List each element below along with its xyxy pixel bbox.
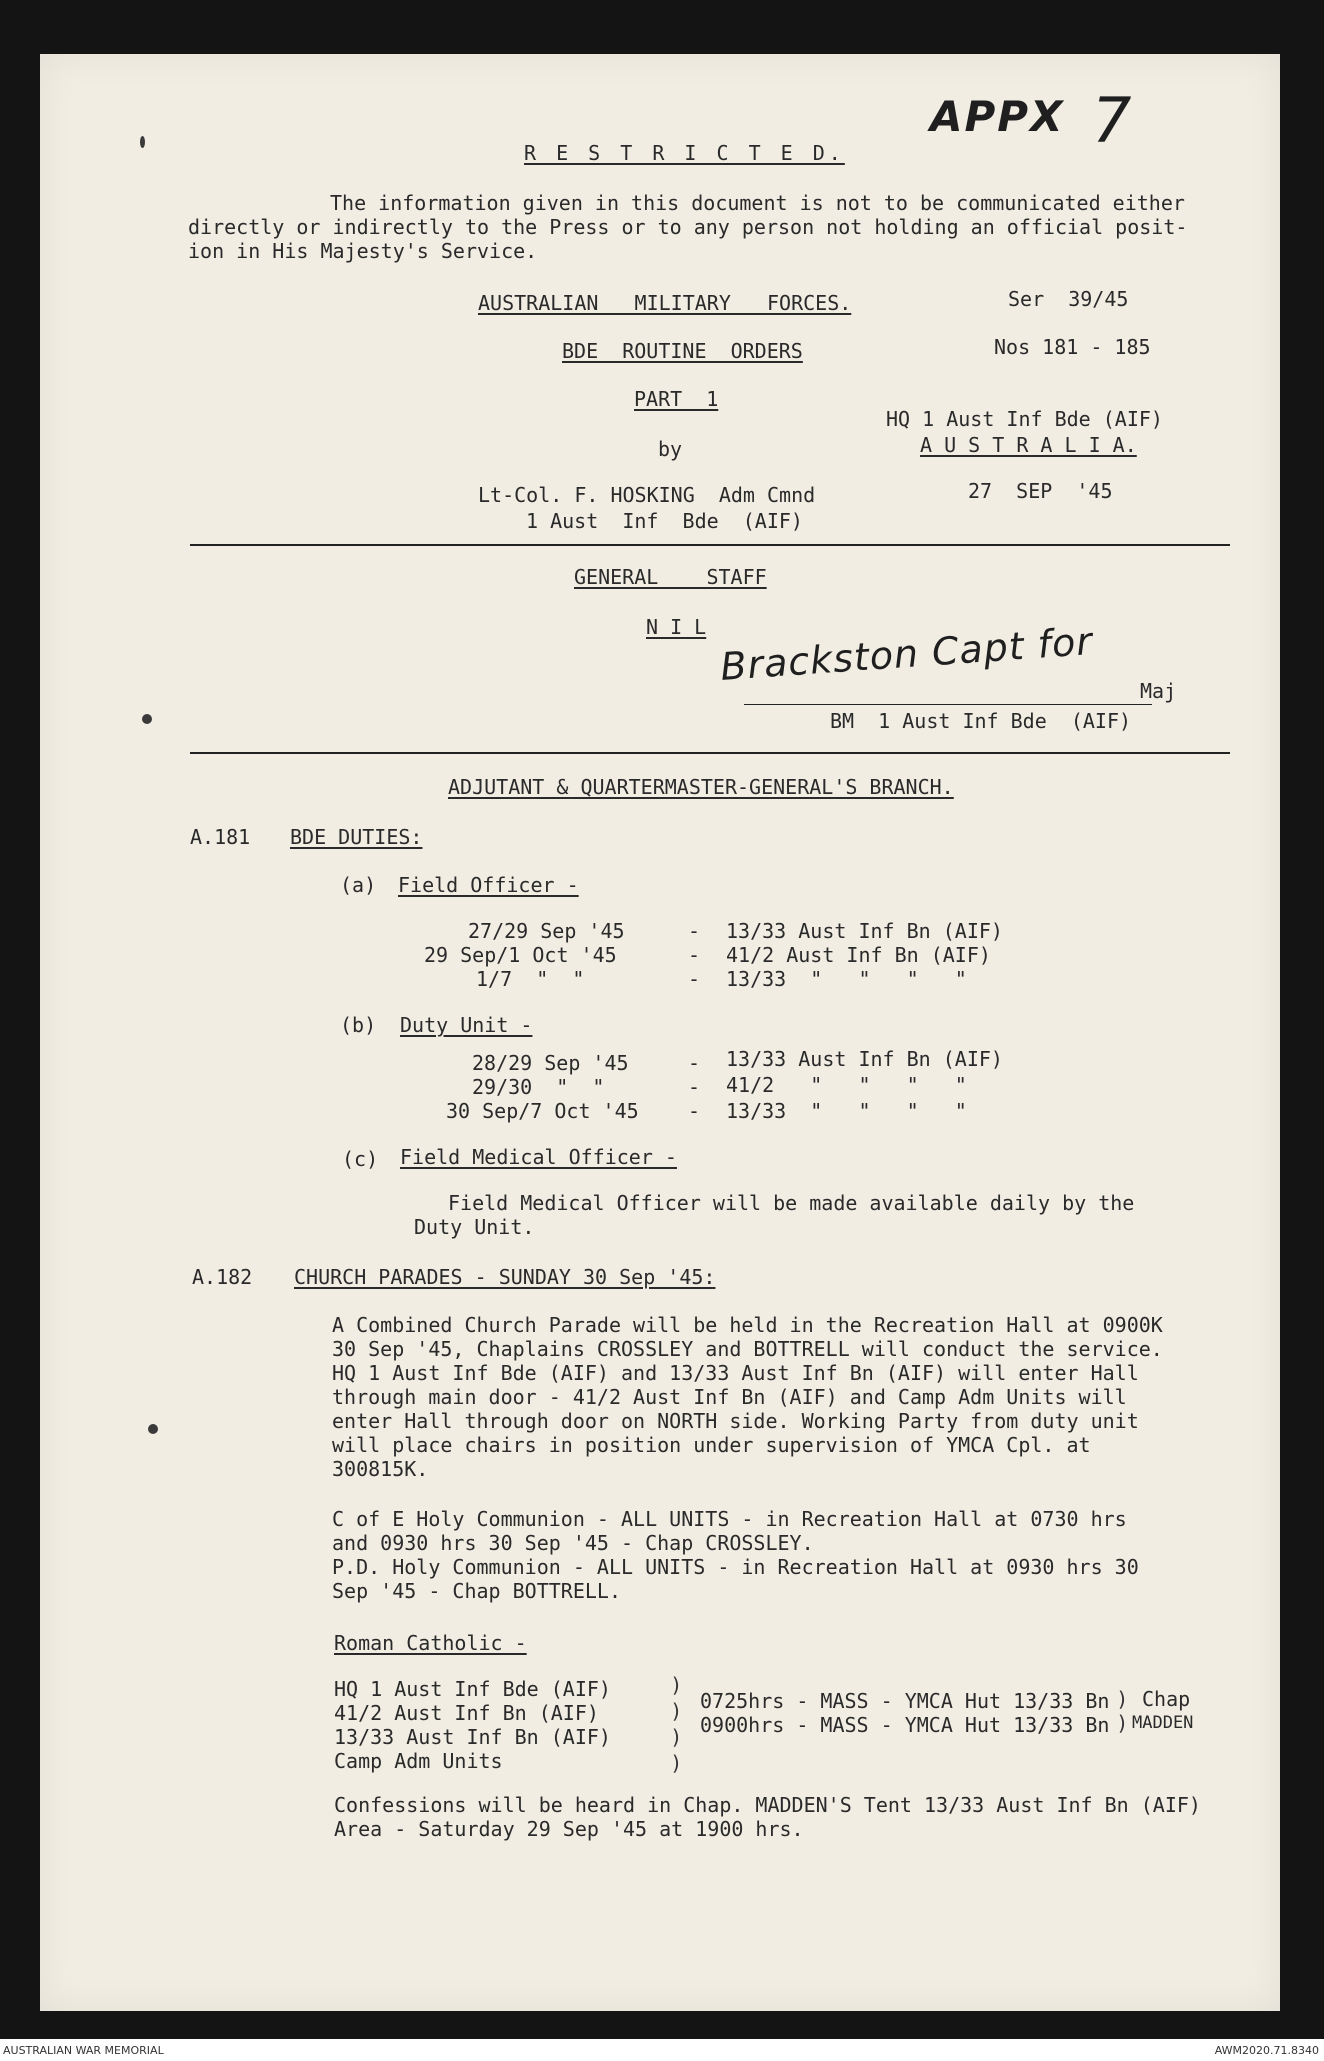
brace: ) (1118, 1687, 1126, 1711)
brace: ) (672, 1673, 680, 1697)
paragraph-line: and 0930 hrs 30 Sep '45 - Chap CROSSLEY. (332, 1531, 814, 1555)
signature-rank: Maj (1140, 679, 1177, 703)
roman-catholic-heading: Roman Catholic - (334, 1631, 527, 1655)
rc-mass-time: 0725hrs - MASS - YMCA Hut 13/33 Bn (700, 1689, 1110, 1713)
rc-mass-time: 0900hrs - MASS - YMCA Hut 13/33 Bn (700, 1713, 1110, 1737)
restricted-heading: R E S T R I C T E D. (524, 141, 845, 165)
duty-dash: - (688, 967, 701, 991)
document-page (40, 54, 1280, 2011)
order-number-a182: A.182 (192, 1265, 253, 1289)
duty-dash: - (688, 943, 701, 967)
duty-dash: - (688, 1099, 701, 1123)
rc-chaplain: MADDEN (1132, 1713, 1194, 1733)
paragraph-line: Sep '45 - Chap BOTTRELL. (332, 1579, 621, 1603)
duty-dash: - (688, 1075, 701, 1099)
part-heading: PART 1 (634, 387, 719, 411)
rc-unit: Camp Adm Units (334, 1749, 503, 1773)
paragraph-line: C of E Holy Communion - ALL UNITS - in Recreation Hall at 0730 hrs (332, 1507, 1127, 1531)
branch-heading: ADJUTANT & QUARTERMASTER-GENERAL'S BRANCH. (448, 775, 954, 799)
duty-unit-heading: Duty Unit - (400, 1013, 533, 1037)
duty-dash: - (688, 1051, 701, 1075)
item-label-c: (c) (342, 1147, 379, 1171)
duty-date: 29/30 " " (472, 1075, 605, 1099)
hq-address: HQ 1 Aust Inf Bde (AIF) (886, 407, 1163, 431)
rc-unit: 13/33 Aust Inf Bn (AIF) (334, 1725, 611, 1749)
forces-heading: AUSTRALIAN MILITARY FORCES. (478, 291, 852, 315)
confessions-line: Area - Saturday 29 Sep '45 at 1900 hrs. (334, 1817, 804, 1841)
duty-unit: 13/33 Aust Inf Bn (AIF) (726, 1047, 1003, 1071)
item-label-b: (b) (340, 1013, 377, 1037)
paragraph-line: 30 Sep '45, Chaplains CROSSLEY and BOTTRELL will conduct the service. (332, 1337, 1163, 1361)
duty-date: 29 Sep/1 Oct '45 (424, 943, 617, 967)
notice-line-3: ion in His Majesty's Service. (188, 239, 538, 263)
duty-dash: - (688, 919, 701, 943)
rc-unit: HQ 1 Aust Inf Bde (AIF) (334, 1677, 611, 1701)
notice-line-2: directly or indirectly to the Press or to any person not holding an official posit- (188, 215, 1188, 239)
brace: ) (672, 1699, 680, 1723)
archive-name: AUSTRALIAN WAR MEMORIAL (3, 2044, 164, 2057)
duty-date: 28/29 Sep '45 (472, 1051, 629, 1075)
rc-chaplain: Chap (1142, 1687, 1191, 1711)
duty-date: 1/7 " " (476, 967, 585, 991)
paragraph-line: will place chairs in position under supervision of YMCA Cpl. at (332, 1433, 1091, 1457)
order-title-a181: BDE DUTIES: (290, 825, 423, 849)
brace: ) (1118, 1711, 1126, 1735)
punch-hole (142, 714, 152, 724)
signature-line (744, 704, 1152, 705)
by-label: by (658, 437, 683, 461)
general-staff-heading: GENERAL STAFF (574, 565, 767, 589)
routine-orders-heading: BDE ROUTINE ORDERS (562, 339, 803, 363)
rc-unit: 41/2 Aust Inf Bn (AIF) (334, 1701, 599, 1725)
confessions-line: Confessions will be heard in Chap. MADDEN'S Tent 13/33 Aust Inf Bn (AIF) (334, 1793, 1201, 1817)
nil-text: N I L (646, 615, 707, 639)
order-date: 27 SEP '45 (968, 479, 1113, 503)
paragraph-line: 300815K. (332, 1457, 429, 1481)
appx-number: 7 (1092, 84, 1132, 157)
item-label-a: (a) (340, 873, 377, 897)
brace: ) (672, 1725, 680, 1749)
paragraph-line: P.D. Holy Communion - ALL UNITS - in Recreation Hall at 0930 hrs 30 (332, 1555, 1139, 1579)
archive-footer (0, 2039, 1324, 2061)
serial-number: Ser 39/45 (1008, 287, 1129, 311)
country: A U S T R A L I A. (920, 433, 1137, 457)
duty-unit: 13/33 " " " " (726, 1099, 967, 1123)
paragraph-line: A Combined Church Parade will be held in the Recreation Hall at 0900K (332, 1313, 1163, 1337)
commander: Lt-Col. F. HOSKING Adm Cmnd (478, 483, 816, 507)
medical-officer-text: Duty Unit. (414, 1215, 535, 1239)
order-numbers: Nos 181 - 185 (994, 335, 1151, 359)
paragraph-line: enter Hall through door on NORTH side. Working Party from duty unit (332, 1409, 1139, 1433)
punch-hole (140, 136, 145, 148)
appx-label: APPX (930, 92, 1065, 141)
brace: ) (672, 1751, 680, 1775)
signature-block: BM 1 Aust Inf Bde (AIF) (830, 709, 1132, 733)
scan-border-top (0, 0, 1324, 42)
medical-officer-text: Field Medical Officer will be made available daily by the (448, 1191, 1135, 1215)
paragraph-line: through main door - 41/2 Aust Inf Bn (AIF) and Camp Adm Units will (332, 1385, 1127, 1409)
medical-officer-heading: Field Medical Officer - (400, 1145, 677, 1169)
order-title-a182: CHURCH PARADES - SUNDAY 30 Sep '45: (294, 1265, 716, 1289)
notice-line-1: The information given in this document is not to be communicated either (330, 191, 1185, 215)
archive-reference: AWM2020.71.8340 (1214, 2044, 1319, 2057)
formation: 1 Aust Inf Bde (AIF) (526, 509, 803, 533)
duty-unit: 41/2 Aust Inf Bn (AIF) (726, 943, 991, 967)
duty-date: 30 Sep/7 Oct '45 (446, 1099, 639, 1123)
duty-unit: 41/2 " " " " (726, 1073, 967, 1097)
handwritten-signature: Brackston Capt for (718, 619, 1095, 689)
duty-unit: 13/33 Aust Inf Bn (AIF) (726, 919, 1003, 943)
order-number-a181: A.181 (190, 825, 251, 849)
field-officer-heading: Field Officer - (398, 873, 579, 897)
divider (190, 752, 1230, 754)
duty-date: 27/29 Sep '45 (468, 919, 625, 943)
divider (190, 544, 1230, 546)
duty-unit: 13/33 " " " " (726, 967, 967, 991)
paragraph-line: HQ 1 Aust Inf Bde (AIF) and 13/33 Aust Inf Bn (AIF) will enter Hall (332, 1361, 1139, 1385)
punch-hole (148, 1424, 158, 1434)
